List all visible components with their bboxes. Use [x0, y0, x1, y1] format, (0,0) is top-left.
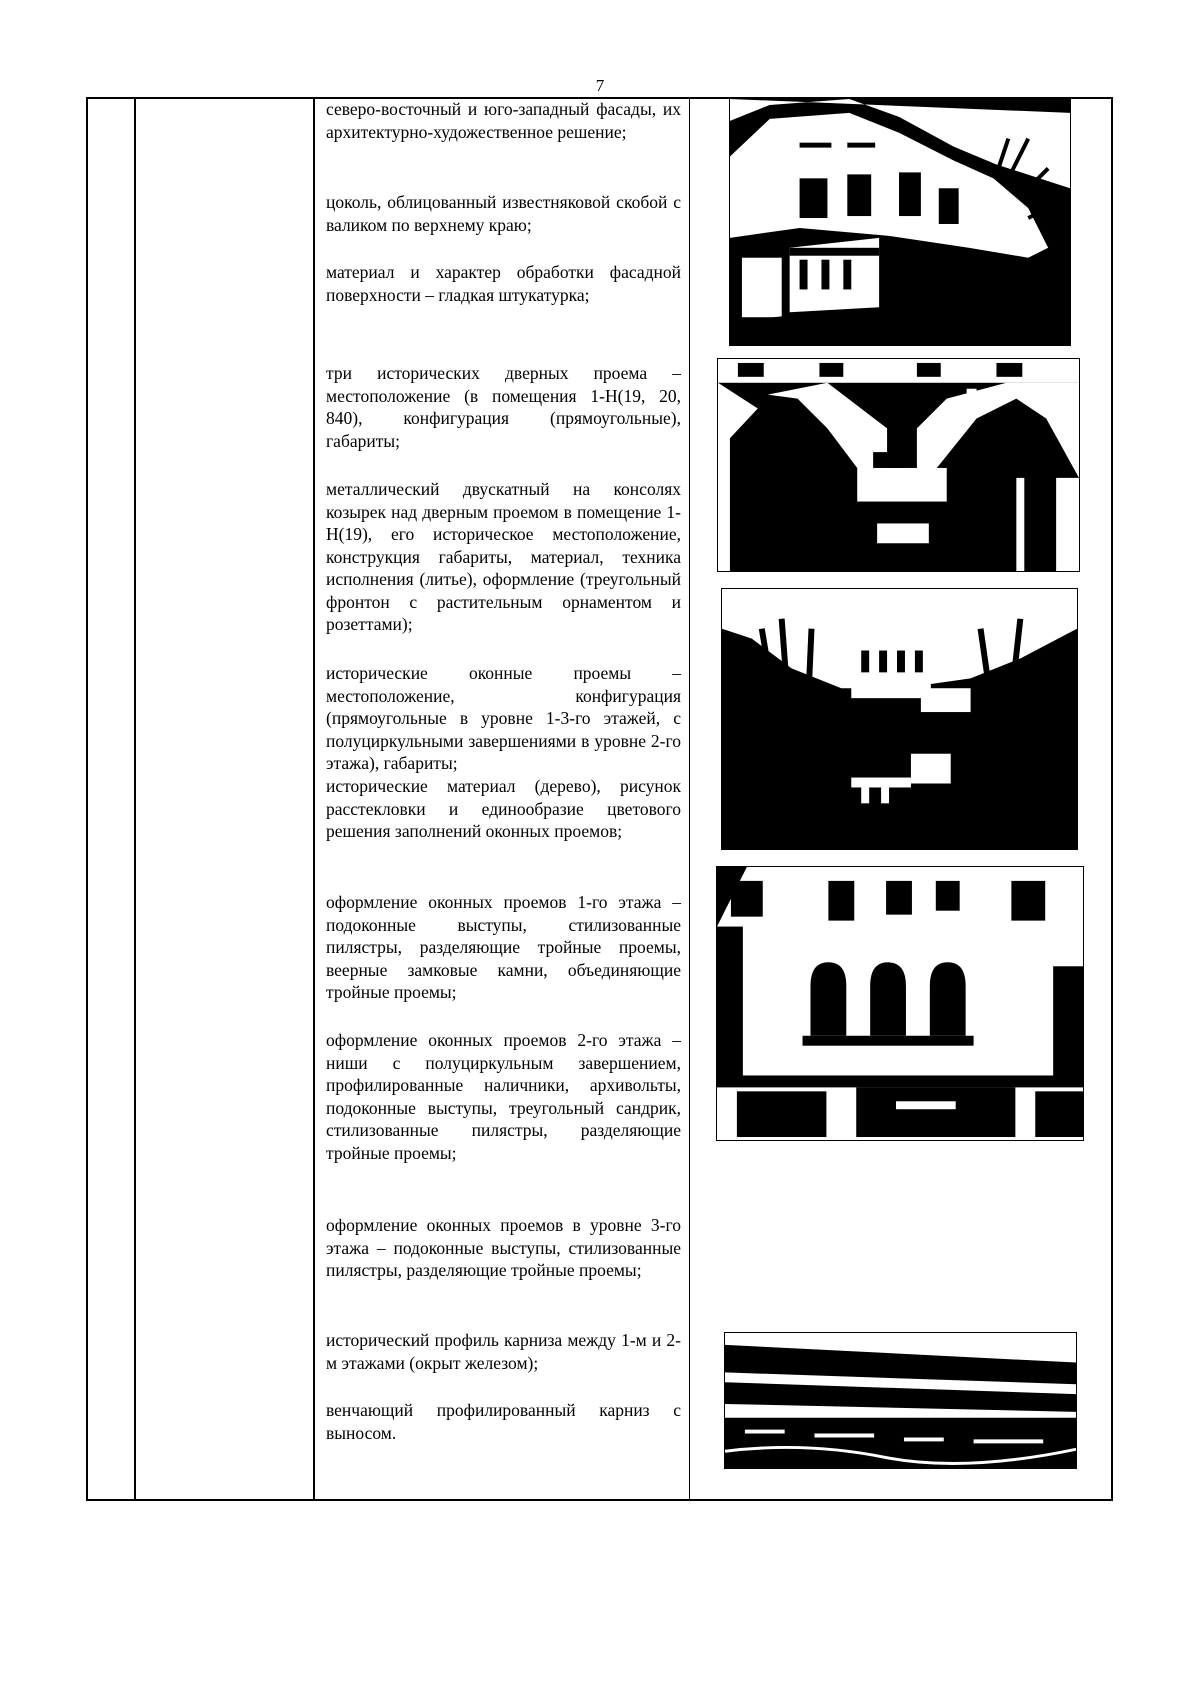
entry-windows-floor-2: оформление оконных проемов 2-го этажа – ниши с полуциркульным завершением, профилированные наличники, архивольты, подоконные выступы, треугольный сандрик, стилизованные пилястры, разделяющие тройные проемы; [326, 1030, 681, 1163]
entry-canopy: металлический двускатный на консолях козырек над дверным проемом в помещение 1-Н(19), его историческое местоположение, конструкция габариты, материал, техника исполнения (литье), оформление (треугольный фронтон с растительным орнаментом и розеттами); [326, 479, 681, 634]
entry-surface: материал и характер обработки фасадной поверхности – гладкая штукатурка; [326, 262, 681, 305]
entry-windows-floor-1: оформление оконных проемов 1-го этажа – подоконные выступы, стилизованные пилястры, разделяющие тройные проемы, веерные замковые камни, объединяющие тройные проемы; [326, 892, 681, 1002]
photo-facade-trees [721, 588, 1078, 850]
entry-door-openings: три исторических дверных проема – местоположение (в помещения 1-Н(19, 20, 840), конфигурация (прямоугольные), габариты; [326, 363, 681, 451]
photo-cornice [724, 1332, 1077, 1469]
entry-windows-floor-3: оформление оконных проемов в уровне 3-го этажа – подоконные выступы, стилизованные пилястры, разделяющие тройные проемы; [326, 1215, 681, 1280]
column-divider-1 [134, 97, 136, 1501]
entry-crowning-cornice: венчающий профилированный карниз с выносом. [326, 1400, 681, 1443]
entry-cornice-between: исторический профиль карниза между 1-м и 2-м этажами (окрыт железом); [326, 1330, 681, 1373]
entry-window-fillings: исторические материал (дерево), рисунок расстекловки и единообразие цветового решения заполнений оконных проемов; [326, 776, 681, 841]
column-divider-3 [689, 97, 690, 1501]
photo-arched-windows [716, 866, 1084, 1141]
entry-plinth: цоколь, облицованный известняковой скобой с валиком по верхнему краю; [326, 192, 681, 235]
column-divider-2 [313, 97, 315, 1501]
photo-door-canopies [717, 358, 1080, 572]
entry-facades: северо-восточный и юго-западный фасады, их архитектурно-художественное решение; [326, 99, 681, 142]
photo-building-corner [729, 98, 1071, 346]
entry-window-openings: исторические оконные проемы – местоположение, конфигурация (прямоугольные в уровне 1-3-го этажей, с полуциркульными завершениями в уровне 2-го этажа), габариты; [326, 663, 681, 773]
page-number: 7 [595, 76, 605, 95]
